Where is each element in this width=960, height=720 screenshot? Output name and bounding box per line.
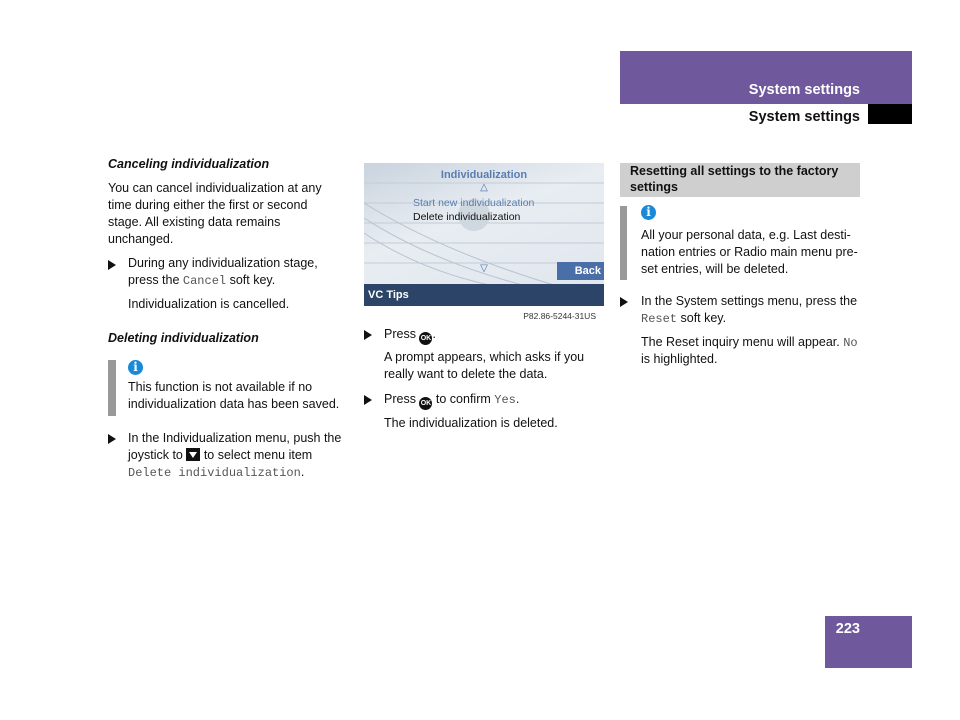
section-header-band	[620, 51, 912, 104]
no-code: No	[843, 336, 858, 350]
para-line: stage. All existing data remains	[108, 215, 281, 229]
bullet-icon	[108, 434, 116, 444]
bullet-icon	[364, 330, 372, 340]
text: to select menu item	[200, 448, 313, 462]
info-bar	[108, 360, 116, 416]
step-line: In the Individualization menu, push the	[128, 431, 342, 445]
step-line	[128, 464, 304, 482]
joystick-down-icon	[186, 448, 200, 461]
result-line: The individualization is deleted.	[384, 416, 558, 430]
screen-image	[364, 163, 604, 306]
cancel-softkey-code: Cancel	[182, 274, 227, 288]
text: Press	[384, 327, 420, 341]
image-caption: P82.86-5244-31US	[523, 311, 596, 321]
info-line: nation entries or Radio main menu pre-	[641, 245, 858, 259]
bullet-icon	[364, 395, 372, 405]
yes-code: Yes	[494, 393, 516, 407]
screen-menu-item[interactable]: Start new individualization	[413, 197, 535, 209]
subsection-title: System settings	[748, 109, 860, 125]
scroll-down-icon[interactable]: ▽	[480, 263, 488, 274]
text: soft key.	[677, 311, 727, 325]
ok-button-icon: OK	[419, 397, 432, 410]
para-line: time during either the first or second	[108, 198, 308, 212]
ok-button-icon: OK	[419, 332, 432, 345]
step-line	[128, 447, 312, 464]
info-line: All your personal data, e.g. Last desti-	[641, 228, 851, 242]
text: soft key.	[226, 273, 276, 287]
reset-softkey-code: Reset	[641, 312, 678, 326]
section-heading-box	[620, 163, 860, 197]
back-softkey[interactable]: Back	[557, 262, 604, 280]
heading-deleting: Deleting individualization	[108, 331, 259, 345]
info-line: set entries, will be deleted.	[641, 262, 789, 276]
screen-title: Individualization	[440, 169, 528, 181]
bullet-icon	[620, 297, 628, 307]
text: The Reset inquiry menu will appear.	[641, 335, 844, 349]
info-icon: i	[128, 360, 143, 375]
menu-item-code: Delete individualization	[128, 466, 301, 480]
section-marker	[868, 104, 912, 124]
info-bar	[620, 206, 627, 280]
text: .	[515, 392, 520, 406]
text: joystick to	[128, 448, 187, 462]
info-line: individualization data has been saved.	[128, 397, 340, 411]
text: to confirm	[432, 392, 495, 406]
bullet-icon	[108, 260, 116, 270]
screen-menu-item-selected[interactable]: Delete individualization	[413, 211, 521, 223]
scroll-up-icon[interactable]: △	[480, 182, 488, 193]
text: press the	[128, 273, 183, 287]
text: .	[300, 465, 305, 479]
info-icon: i	[641, 205, 656, 220]
text: .	[432, 327, 436, 341]
heading-canceling: Canceling individualization	[108, 157, 270, 171]
result-line: really want to delete the data.	[384, 367, 548, 381]
info-line: This function is not available if no	[128, 380, 313, 394]
step-line: During any individualization stage,	[128, 256, 318, 270]
text: Press	[384, 392, 420, 406]
result-line: A prompt appears, which asks if you	[384, 350, 585, 364]
para-line: You can cancel individualization at any	[108, 181, 322, 195]
section-heading-line: settings	[630, 180, 678, 194]
step-line	[384, 326, 436, 345]
para-line: unchanged.	[108, 232, 174, 246]
section-title: System settings	[748, 82, 860, 98]
section-heading-line: Resetting all settings to the factory	[630, 164, 839, 178]
result-line: Individualization is cancelled.	[128, 297, 290, 311]
screen-footer: VC Tips	[364, 284, 604, 306]
step-line	[128, 272, 275, 290]
result-line	[641, 334, 858, 352]
step-line	[384, 391, 519, 410]
step-line: In the System settings menu, press the	[641, 294, 858, 308]
step-line	[641, 310, 726, 328]
result-line: is highlighted.	[641, 352, 718, 366]
page-number-box	[825, 616, 912, 668]
page-number: 223	[835, 621, 860, 637]
